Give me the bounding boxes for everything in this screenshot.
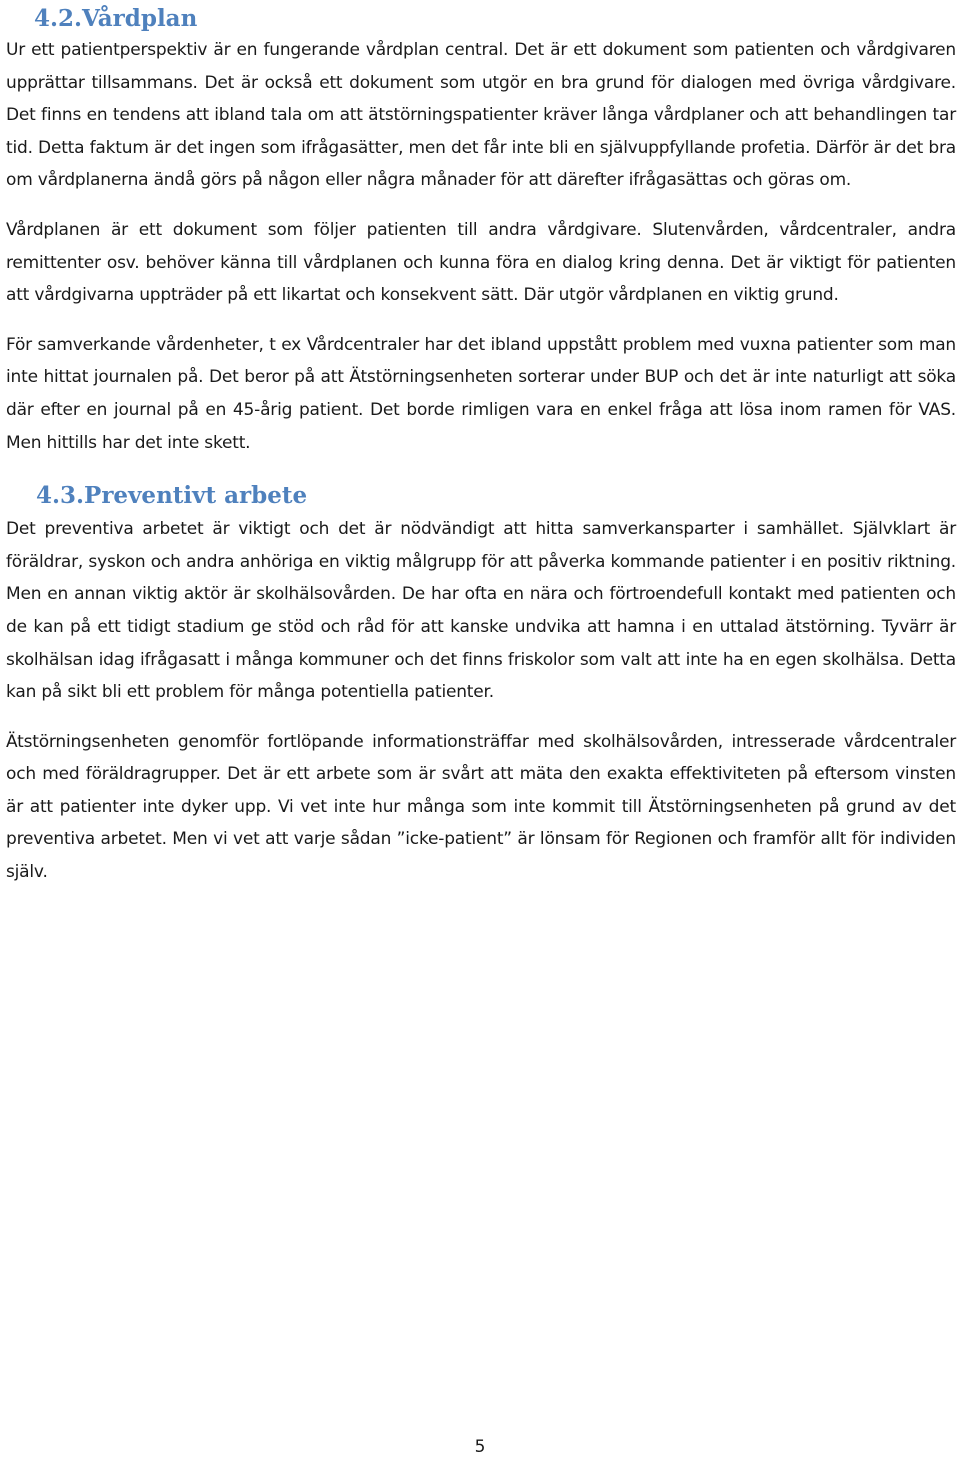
paragraph-vardplan-followup: Vårdplanen är ett dokument som följer patienten till andra vårdgivare. Slutenvården, vårdcentraler, andra remittenter osv. behöver känna till vårdplanen och kunna föra en dialog kring denna. Det är viktigt för patienten att vårdgivarna uppträder på ett likartat och konsekvent sätt. Där utgör vårdplanen en viktig grund. xyxy=(6,219,956,306)
paragraph-vardplan-intro: Ur ett patientperspektiv är en fungerande vårdplan central. Det är ett dokument som patienten och vårdgivaren upprättar tillsammans. Det är också ett dokument som utgör en bra grund för dialogen med övriga vårdgivare. Det finns en tendens att ibland tala om att ätstörningspatienter kräver långa vårdplaner och att behandlingen tar tid. Detta faktum är det ingen som ifrågasätter, men det får inte bli en självuppfyllande profetia. Därför är det bra om vårdplanerna ändå görs på någon eller några månader för att därefter ifrågasättas och göras om. xyxy=(6,40,956,191)
paragraph-preventivt-info: Ätstörningsenheten genomför fortlöpande informationsträffar med skolhälsovården, intresserade vårdcentraler och med föräldragrupper. Det är ett arbete som är svårt att mäta den exakta effektiviteten på eftersom vinsten är att patienter inte dyker upp. Vi vet inte hur många som inte kommit till Ätstörningsenheten på grund av det preventiva arbetet. Men vi vet att varje sådan ”icke-patient” är lönsam för Regionen och framför allt för individen själv. xyxy=(6,731,956,883)
section-heading-preventivt-arbete: 4.3.Preventivt arbete xyxy=(36,482,308,510)
paragraph-vardplan-journal: För samverkande vårdenheter, t ex Vårdcentraler har det ibland uppstått problem med vuxna patienter som man inte hittat journalen på. Det beror på att Ätstörningsenheten sorterar under BUP och det är inte naturligt att söka där efter en journal på en 45-årig patient. Det borde rimligen vara en enkel fråga att lösa inom ramen för VAS. Men hittills har det inte skett. xyxy=(6,334,956,453)
page-number: 5 xyxy=(474,1437,486,1457)
paragraph-preventivt-intro: Det preventiva arbetet är viktigt och det är nödvändigt att hitta samverkansparter i samhället. Självklart är föräldrar, syskon och andra anhöriga en viktig målgrupp för att påverka kommande patienter i en positiv riktning. Men en annan viktig aktör är skolhälsovården. De har ofta en nära och förtroendefull kontakt med patienten och de kan på ett tidigt stadium ge stöd och råd för att kanske undvika att hamna i en uttalad ätstörning. Tyvärr är skolhälsan idag ifrågasatt i många kommuner och det finns friskolor som valt att inte ha en egen skolhälsa. Detta kan på sikt bli ett problem för många potentiella patienter. xyxy=(6,519,956,703)
section-heading-vardplan: 4.2.Vårdplan xyxy=(34,5,198,32)
document-page xyxy=(6,0,956,889)
